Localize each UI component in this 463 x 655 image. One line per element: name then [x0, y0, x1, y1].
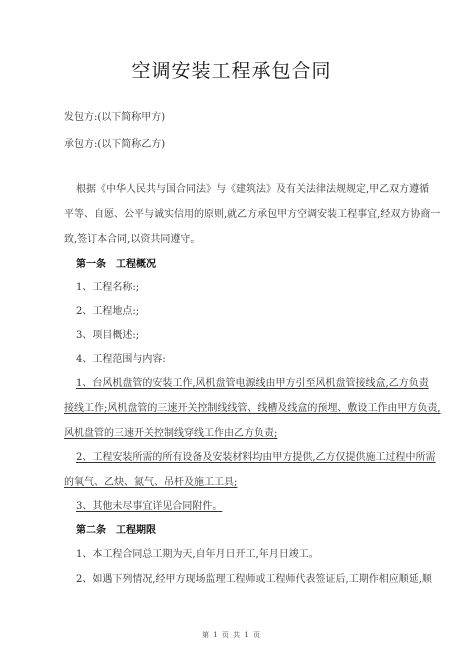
- article-2-item: 1、本工程合同总工期为天,自年月日开工,年月日竣工。: [76, 549, 319, 560]
- article-1-item: 2、工程地点:;: [76, 306, 140, 317]
- scope-1-line: 接线工作;风机盘管的三速开关控制线线管、线槽及线盒的预埋、敷设工作由甲方负责,: [64, 403, 441, 414]
- scope-3-line: 3、其他未尽事宜详见合同附件。: [76, 501, 223, 512]
- article-2-heading: 第二条 工程期限: [76, 525, 156, 536]
- party-a-line: 发包方:(以下简称甲方): [64, 112, 166, 123]
- article-1-item: 3、项目概述:;: [76, 330, 140, 341]
- document-title: 空调安装工程承包合同: [131, 60, 332, 82]
- party-b-line: 承包方:(以下简称乙方): [64, 139, 166, 150]
- preamble-line: 根据《中华人民共与国合同法》与《建筑法》及有关法律法规规定,甲乙双方遵循: [76, 184, 430, 195]
- scope-2-line: 的氧气、乙炔、氮气、吊杆及施工工具;: [64, 477, 238, 488]
- scope-1-line: 风机盘管的三速开关控制线穿线工作由乙方负责;: [64, 428, 278, 439]
- article-2-item: 2、如遇下列情况,经甲方现场监理工程师或工程师代表签证后,工期作相应顺延,顺: [76, 574, 432, 585]
- article-1-heading: 第一条 工程概况: [76, 259, 156, 270]
- page-footer: 第 1 页 共 1 页: [201, 631, 262, 639]
- scope-1-line: 1、台风机盘管的安装工作,风机盘管电源线由甲方引至风机盘管接线盒,乙方负责: [76, 378, 429, 389]
- scope-2-line: 2、工程安装所需的所有设备及安装材料均由甲方提供,乙方仅提供施工过程中所需: [76, 452, 436, 463]
- preamble-line: 平等、自愿、公平与诚实信用的原则,就乙方承包甲方空调安装工程事宜,经双方协商一: [64, 209, 441, 220]
- preamble-line: 致,签订本合同,以资共同遵守。: [64, 234, 201, 245]
- article-1-item: 1、工程名称:;: [76, 282, 140, 293]
- article-1-item: 4、工程范围与内容:: [76, 354, 166, 365]
